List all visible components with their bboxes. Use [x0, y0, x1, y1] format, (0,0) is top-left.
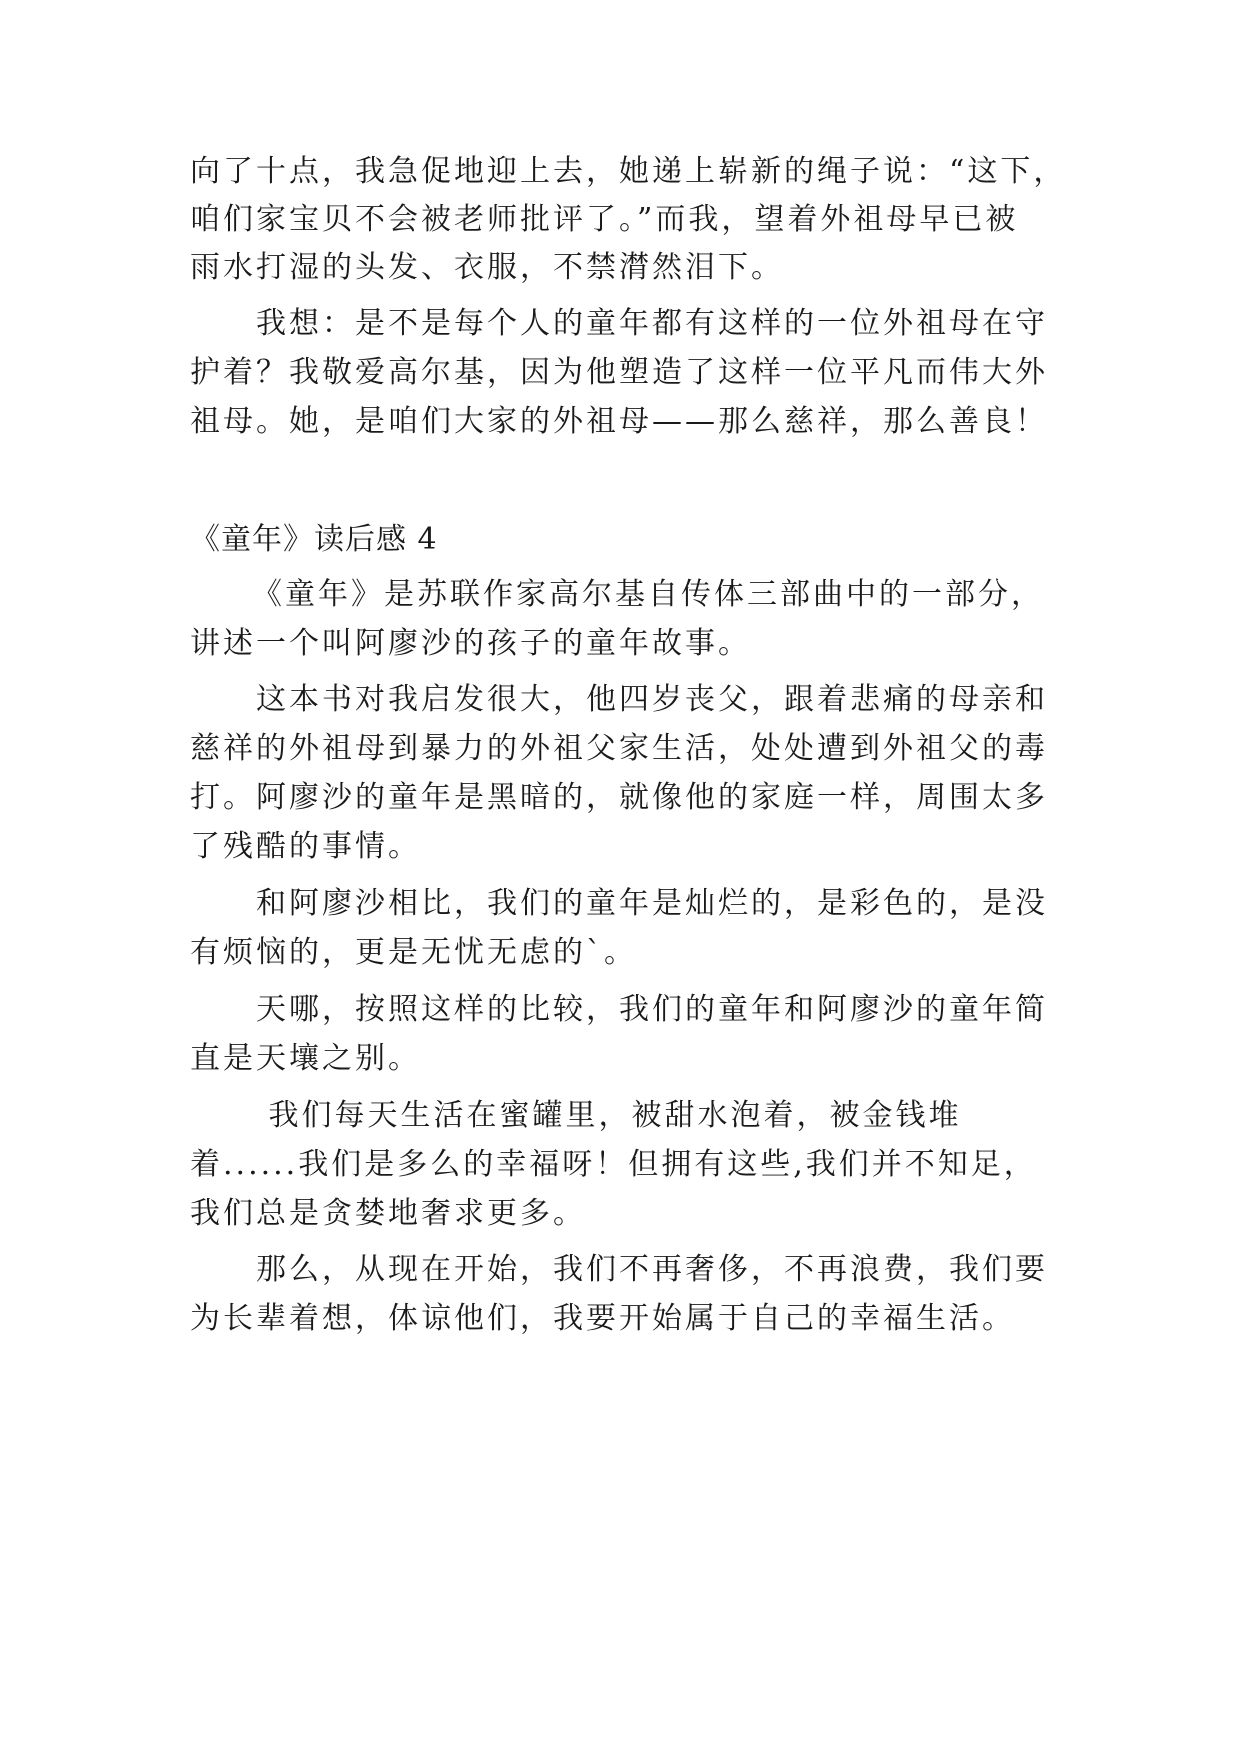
text-line: 和阿廖沙相比，我们的童年是灿烂的，是彩色的，是没: [256, 886, 1048, 921]
text-line: 我想：是不是每个人的童年都有这样的一位外祖母在守: [256, 306, 1048, 341]
text-line: 慈祥的外祖母到暴力的外祖父家生活，处处遭到外祖父的毒: [190, 731, 1048, 766]
text-line: 《童年》是苏联作家高尔基自传体三部曲中的一部分，: [252, 577, 1044, 612]
text-line: 我们每天生活在蜜罐里，被甜水泡着，被金钱堆: [256, 1098, 962, 1133]
text-line: 了残酷的事情。: [190, 829, 421, 864]
text-line: 讲述一个叫阿廖沙的孩子的童年故事。: [190, 626, 751, 661]
text-line: 着......我们是多么的幸福呀！但拥有这些,我们并不知足，: [190, 1147, 1037, 1182]
section-heading: 《童年》读后感 4: [190, 522, 438, 557]
text-line: 我们总是贪婪地奢求更多。: [190, 1196, 586, 1231]
text-line: 那么，从现在开始，我们不再奢侈，不再浪费，我们要: [256, 1252, 1048, 1287]
text-line: 雨水打湿的头发、衣服，不禁潸然泪下。: [190, 250, 784, 285]
text-line: 护着？我敬爱高尔基，因为他塑造了这样一位平凡而伟大外: [190, 355, 1048, 390]
text-line: 有烦恼的，更是无忧无虑的`。: [190, 935, 637, 970]
text-line: 向了十点，我急促地迎上去，她递上崭新的绳子说：“这下，: [190, 154, 1067, 189]
text-line: 打。阿廖沙的童年是黑暗的，就像他的家庭一样，周围太多: [190, 780, 1048, 815]
text-line: 为长辈着想，体谅他们，我要开始属于自己的幸福生活。: [190, 1301, 1015, 1336]
text-line: 祖母。她，是咱们大家的外祖母——那么慈祥，那么善良！: [190, 404, 1048, 439]
text-line: 天哪，按照这样的比较，我们的童年和阿廖沙的童年简: [256, 992, 1048, 1027]
text-line: 直是天壤之别。: [190, 1041, 421, 1076]
text-line: 咱们家宝贝不会被老师批评了。”而我，望着外祖母早已被: [190, 202, 1019, 237]
text-line: 这本书对我启发很大，他四岁丧父，跟着悲痛的母亲和: [256, 682, 1048, 717]
